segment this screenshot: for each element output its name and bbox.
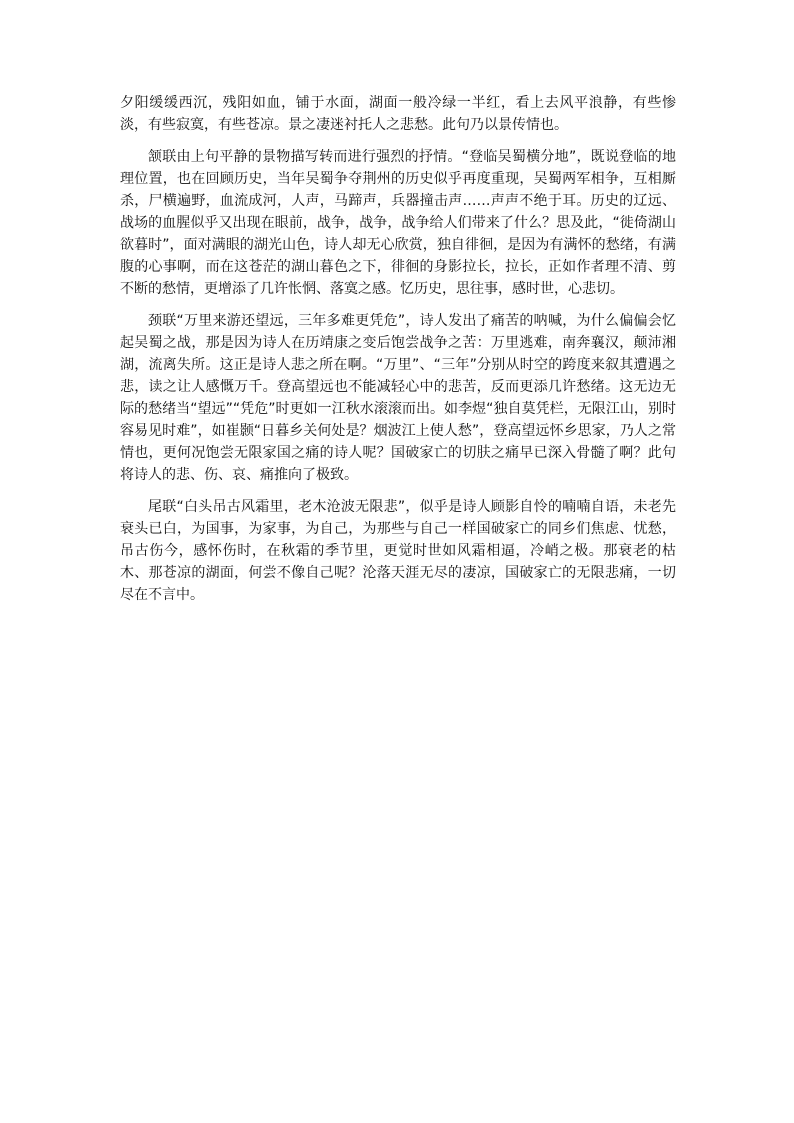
paragraph-2: 颔联由上句平静的景物描写转而进行强烈的抒情。“登临吴蜀横分地”，既说登临的地理位置，也在回顾历史，当年吴蜀争夺荆州的历史似乎再度重现，吴蜀两军相争，互相厮杀，尸横遍野，血流成河，人声，马蹄声，兵器撞击声……声声不绝于耳。历史的辽远、战场的血腥似乎又出现在眼前，战争，战争，战争给人们带来了什么？思及此，“徙倚湖山欲暮时”，面对满眼的湖光山色，诗人却无心欣赏，独自徘徊，是因为有满怀的愁绪，有满腹的心事啊，而在这苍茫的湖山暮色之下，徘徊的身影拉长，拉长，正如作者理不清、剪不断的愁情，更增添了几许怅惘、落寞之感。忆历史，思往事，感时世，心悲切。 <box>120 149 676 297</box>
paragraph-4: 尾联“白头吊古风霜里，老木沧波无限悲”，似乎是诗人顾影自怜的喃喃自语，未老先衰头已白，为国事，为家事，为自己，为那些与自己一样国破家亡的同乡们焦虑、忧愁，吊古伤今，感怀伤时，在秋霜的季节里，更觉时世如风霜相逼，冷峭之极。那衰老的枯木、那苍凉的湖面，何尝不像自己呢？沦落天涯无尽的凄凉，国破家亡的无限悲痛，一切尽在不言中。 <box>120 499 676 603</box>
document-body <box>120 92 676 616</box>
paragraph-3: 颈联“万里来游还望远，三年多难更凭危”，诗人发出了痛苦的呐喊，为什么偏偏会忆起吴蜀之战，那是因为诗人在历靖康之变后饱尝战争之苦：万里逃难，南奔襄汉，颠沛湘湖，流离失所。这正是诗人悲之所在啊。“万里”、“三年”分别从时空的跨度来叙其遭遇之悲，读之让人感慨万千。登高望远也不能减轻心中的悲苦，反而更添几许愁绪。这无边无际的愁绪当“望远”“凭危”时更如一江秋水滚滚而出。如李煜“独自莫凭栏，无限江山，别时容易见时难”，如崔颢“日暮乡关何处是？烟波江上使人愁”，登高望远怀乡思家，乃人之常情也，更何况饱尝无限家国之痛的诗人呢？国破家亡的切肤之痛早已深入骨髓了啊？此句将诗人的悲、伤、哀、痛推向了极致。 <box>120 313 676 483</box>
paragraph-1: 夕阳缓缓西沉，残阳如血，铺于水面，湖面一般冷绿一半红，看上去风平浪静，有些惨淡，有些寂寞，有些苍凉。景之凄迷衬托人之悲愁。此句乃以景传情也。 <box>120 95 676 133</box>
